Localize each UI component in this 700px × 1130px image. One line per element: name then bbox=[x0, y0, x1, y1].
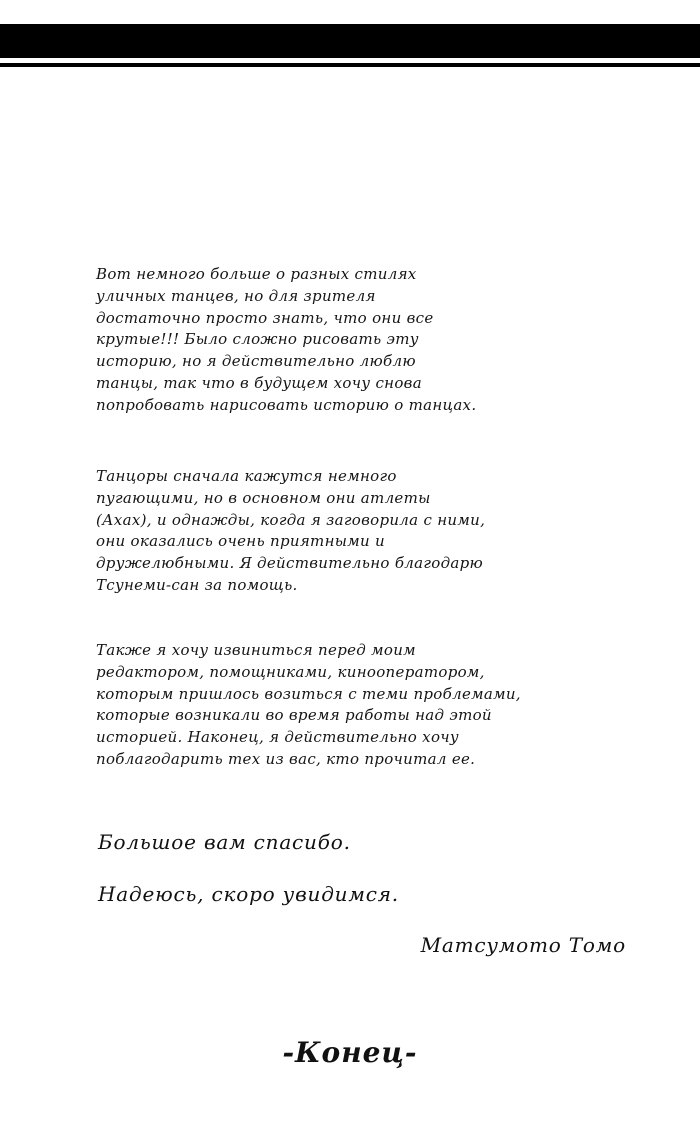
afterword-paragraph-1 bbox=[96, 264, 516, 417]
text-line: Танцоры сначала кажутся немного bbox=[96, 467, 397, 485]
text-line: историю, но я действительно люблю bbox=[96, 352, 416, 371]
text-line: достаточно просто знать, что они все bbox=[96, 308, 434, 327]
top-black-bar bbox=[0, 24, 700, 58]
text-line: Вот немного больше о разных стилях bbox=[96, 265, 417, 283]
thanks-line: Большое вам спасибо. bbox=[98, 830, 351, 854]
text-line: Также я хочу извиниться перед моим bbox=[96, 641, 416, 659]
afterword-paragraph-2 bbox=[96, 466, 516, 597]
text-line: дружелюбными. Я действительно благодарю bbox=[96, 554, 484, 573]
text-line: уличных танцев, но для зрителя bbox=[96, 286, 376, 305]
text-line: поблагодарить тех из вас, кто прочитал ее. bbox=[96, 749, 476, 768]
the-end-label: -Конец- bbox=[282, 1036, 418, 1069]
text-line: крутые!!! Было сложно рисовать эту bbox=[96, 330, 419, 349]
text-line: историей. Наконец, я действительно хочу bbox=[96, 728, 459, 747]
text-line: (Ахах), и однажды, когда я заговорила с ними, bbox=[96, 510, 486, 529]
text-line: танцы, так что в будущем хочу снова bbox=[96, 373, 422, 392]
text-line: Тсунеми-сан за помощь. bbox=[96, 575, 298, 594]
afterword-paragraph-3 bbox=[96, 640, 521, 771]
author-signature: Матсумото Томо bbox=[420, 933, 626, 957]
text-line: пугающими, но в основном они атлеты bbox=[96, 488, 431, 507]
text-line: попробовать нарисовать историю о танцах. bbox=[96, 395, 477, 414]
see-you-line: Надеюсь, скоро увидимся. bbox=[98, 882, 399, 906]
text-line: редактором, помощниками, кинооператором, bbox=[96, 662, 485, 681]
text-line: которые возникали во время работы над этой bbox=[96, 706, 492, 725]
text-line: которым пришлось возиться с теми проблемами, bbox=[96, 684, 521, 703]
top-rule-line bbox=[0, 63, 700, 67]
text-line: они оказались очень приятными и bbox=[96, 532, 385, 551]
